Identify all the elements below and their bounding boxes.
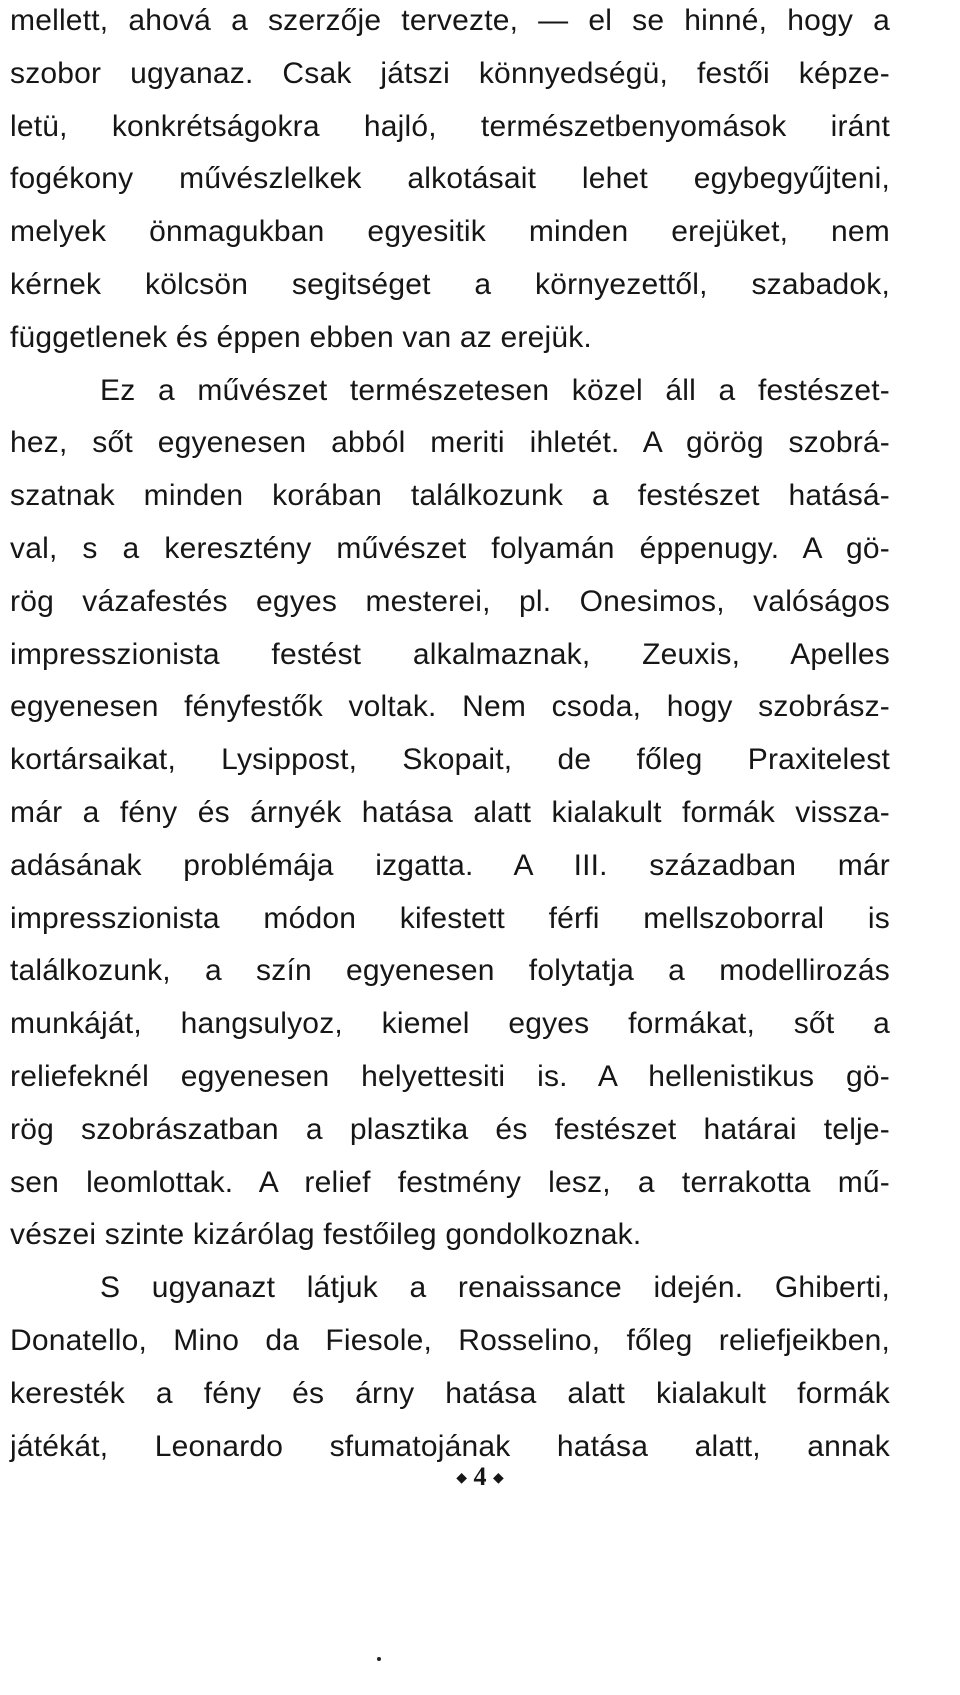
text-line: kortársaikat, Lysippost, Skopait, de főleg Praxitelest: [10, 743, 890, 777]
text-line: kérnek kölcsön segitséget a környezettől, szabadok,: [10, 267, 890, 301]
ornament-right-icon: ◆: [493, 1471, 504, 1487]
text-line: keresték a fény és árny hatása alatt kialakult formák: [10, 1376, 890, 1410]
body-text: [10, 0, 890, 1478]
text-line: szobor ugyanaz. Csak játszi könnyedségü, festői képze-: [10, 56, 890, 90]
text-line: Donatello, Mino da Fiesole, Rosselino, főleg reliefjeikben,: [10, 1323, 890, 1357]
print-speck: [377, 1657, 381, 1661]
paragraph-start-line: S ugyanazt látjuk a renaissance idején. Ghiberti,: [100, 1271, 890, 1305]
page-number-value: 4: [473, 1462, 487, 1491]
text-line: impresszionista festést alkalmaznak, Zeuxis, Apelles: [10, 637, 890, 671]
text-line: val, s a keresztény művészet folyamán éppenugy. A gö-: [10, 531, 890, 565]
text-line: munkáját, hangsulyoz, kiemel egyes formákat, sőt a: [10, 1007, 890, 1041]
text-line: vészei szinte kizárólag festőileg gondolkoznak.: [10, 1218, 642, 1252]
text-line: adásának problémája izgatta. A III. században már: [10, 848, 890, 882]
text-line: hez, sőt egyenesen abból meriti ihletét. A görög szobrá-: [10, 426, 890, 460]
text-line: reliefeknél egyenesen helyettesiti is. A hellenistikus gö-: [10, 1059, 890, 1093]
text-line: már a fény és árnyék hatása alatt kialakult formák vissza-: [10, 795, 890, 829]
text-line: letü, konkrétságokra hajló, természetbenyomások iránt: [10, 109, 890, 143]
text-line: melyek önmagukban egyesitik minden erejüket, nem: [10, 215, 890, 249]
text-line: sen leomlottak. A relief festmény lesz, a terrakotta mű-: [10, 1165, 890, 1199]
text-line: függetlenek és éppen ebben van az erejük.: [10, 320, 592, 354]
text-line: rög vázafestés egyes mesterei, pl. Onesimos, valóságos: [10, 584, 890, 618]
ornament-left-icon: ◆: [456, 1471, 467, 1487]
text-line: találkozunk, a szín egyenesen folytatja a modellirozás: [10, 954, 890, 988]
text-line: játékát, Leonardo sfumatojának hatása alatt, annak: [10, 1429, 890, 1463]
page-number: [0, 1462, 960, 1494]
text-line: fogékony művészlelkek alkotásait lehet egybegyűjteni,: [10, 162, 890, 196]
text-line: szatnak minden korában találkozunk a festészet hatásá-: [10, 479, 890, 513]
text-line: mellett, ahová a szerzője tervezte, — el se hinné, hogy a: [10, 4, 890, 37]
paragraph-start-line: Ez a művészet természetesen közel áll a festészet-: [100, 373, 890, 407]
text-line: impresszionista módon kifestett férfi mellszoborral is: [10, 901, 890, 935]
text-line: rög szobrászatban a plasztika és festészet határai telje-: [10, 1112, 890, 1146]
text-line: egyenesen fényfestők voltak. Nem csoda, hogy szobrász-: [10, 690, 890, 724]
